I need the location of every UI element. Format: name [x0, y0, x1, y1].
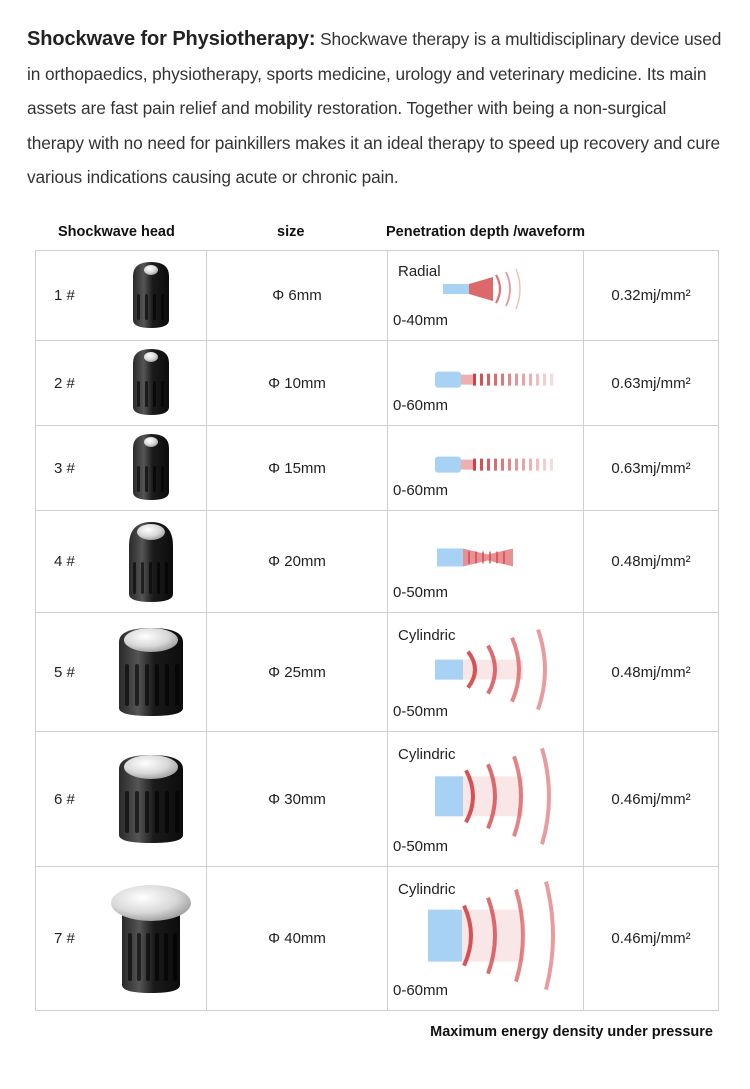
table-row	[36, 613, 719, 732]
penetration-depth: 0-50mm	[393, 584, 449, 601]
cell-head	[36, 426, 207, 511]
cell-head	[36, 511, 207, 613]
shockwave-head-icon	[121, 428, 181, 508]
waveform-type-label: Cylindric	[398, 627, 456, 644]
waveform-type-label: Radial	[398, 263, 441, 280]
col-header-wave: Penetration depth /waveform	[386, 224, 586, 240]
cell-waveform	[388, 613, 584, 732]
penetration-depth: 0-60mm	[393, 397, 449, 414]
waveform-type-label: Cylindric	[398, 746, 456, 763]
cell-energy-density: 0.63mj/mm²	[584, 341, 719, 426]
cell-energy-density: 0.32mj/mm²	[584, 251, 719, 341]
penetration-depth: 0-50mm	[393, 838, 449, 855]
cell-waveform	[388, 511, 584, 613]
table-row	[36, 426, 719, 511]
shockwave-head-icon	[121, 343, 181, 423]
penetration-depth: 0-60mm	[393, 482, 449, 499]
table-row	[36, 511, 719, 613]
head-number: 2 #	[54, 374, 75, 392]
cell-size: Φ 40mm	[207, 867, 388, 1011]
intro-lead: Shockwave for Physiotherapy:	[27, 28, 316, 50]
cell-size: Φ 20mm	[207, 511, 388, 613]
cell-size: Φ 15mm	[207, 426, 388, 511]
col-header-head: Shockwave head	[58, 224, 175, 240]
waveform-type-label: Cylindric	[398, 881, 456, 898]
head-number: 7 #	[54, 930, 75, 947]
cell-size: Φ 6mm	[207, 251, 388, 341]
shockwave-head-icon	[119, 516, 183, 608]
table-row	[36, 732, 719, 867]
cell-head	[36, 341, 207, 426]
head-number: 6 #	[54, 790, 75, 808]
footer-note: Maximum energy density under pressure	[430, 1024, 713, 1040]
cell-waveform	[388, 732, 584, 867]
intro-paragraph	[27, 22, 727, 195]
head-number: 4 #	[54, 553, 75, 570]
shockwave-head-icon	[121, 256, 181, 336]
shockwave-head-icon	[108, 881, 194, 997]
cell-size: Φ 30mm	[207, 732, 388, 867]
penetration-depth: 0-50mm	[393, 703, 449, 720]
head-number: 3 #	[54, 459, 75, 477]
cell-energy-density: 0.63mj/mm²	[584, 426, 719, 511]
cell-head	[36, 613, 207, 732]
cell-head	[36, 867, 207, 1011]
table-row	[36, 867, 719, 1011]
penetration-depth: 0-60mm	[393, 982, 449, 999]
shockwave-head-icon	[113, 749, 189, 849]
penetration-depth: 0-40mm	[393, 312, 449, 329]
cell-size: Φ 25mm	[207, 613, 388, 732]
cell-energy-density: 0.48mj/mm²	[584, 613, 719, 732]
table-row	[36, 341, 719, 426]
cell-waveform	[388, 341, 584, 426]
cell-head	[36, 732, 207, 867]
cell-energy-density: 0.46mj/mm²	[584, 867, 719, 1011]
cell-head	[36, 251, 207, 341]
col-header-size: size	[277, 224, 305, 240]
cell-energy-density: 0.46mj/mm²	[584, 732, 719, 867]
table-row	[36, 251, 719, 341]
cell-waveform	[388, 251, 584, 341]
head-number: 5 #	[54, 663, 75, 681]
cell-energy-density: 0.48mj/mm²	[584, 511, 719, 613]
cell-waveform	[388, 867, 584, 1011]
cell-waveform	[388, 426, 584, 511]
head-number: 1 #	[54, 287, 75, 304]
cell-size: Φ 10mm	[207, 341, 388, 426]
intro-text: Shockwave therapy is a multidisciplinary device used in orthopaedics, physiotherapy, sports medicine, urology and veterinary medicine. Its main assets are fast pain relief and mobility restoration. Together with being a non-surgical therapy with no need for painkillers makes it an ideal therapy to speed up recovery and cure various indications causing acute or chronic pain.	[27, 29, 722, 187]
spec-table	[35, 250, 719, 1011]
shockwave-head-icon	[113, 622, 189, 722]
